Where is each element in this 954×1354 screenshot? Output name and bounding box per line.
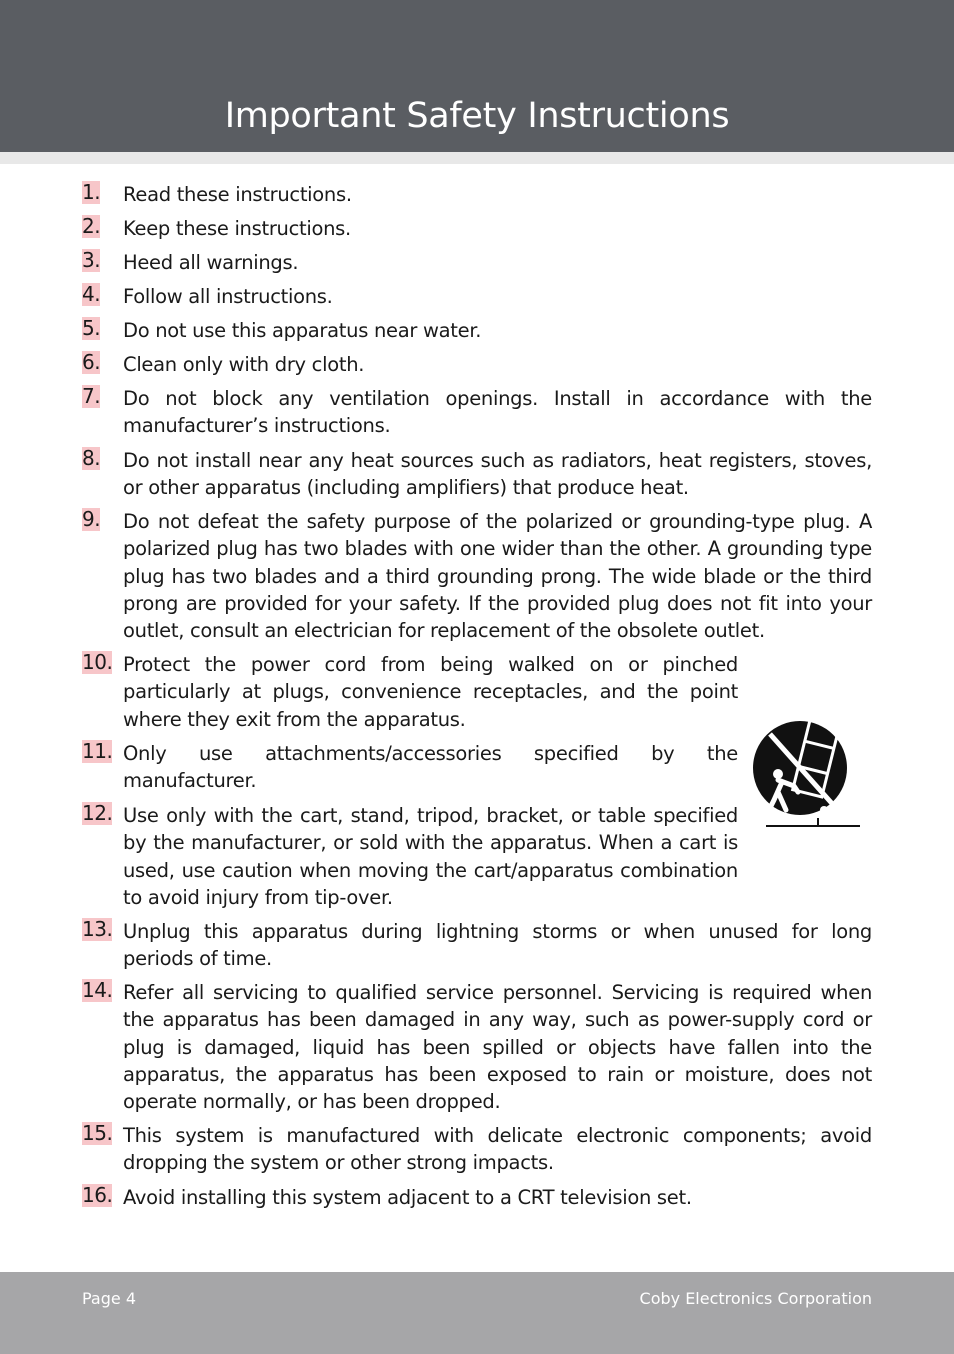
item-text: Do not install near any heat sources such as radiators, heat registers, stoves, or other apparatus (including amplifiers) that produce heat. [123, 449, 872, 500]
company-name: Coby Electronics Corporation [639, 1289, 872, 1308]
item-number: 8. [82, 446, 101, 470]
item-text: Avoid installing this system adjacent to a CRT television set. [123, 1186, 692, 1209]
item-text: Protect the power cord from being walked on or pinched particularly at plugs, convenience receptacles, and the point where they exit from the apparatus. [123, 653, 738, 731]
item-text: Keep these instructions. [123, 217, 351, 240]
item-text: Unplug this apparatus during lightning storms or when unused for long periods of time. [123, 920, 872, 971]
item-number: 15. [82, 1121, 113, 1145]
item-number: 12. [82, 801, 113, 825]
item-number: 11. [82, 739, 113, 763]
item-text: Heed all warnings. [123, 251, 299, 274]
item-number: 3. [82, 248, 101, 272]
item-text: Refer all servicing to qualified service personnel. Servicing is required when the apparatus has been damaged in any way, such as power-supply cord or plug is damaged, liquid has been spilled or objects have fallen into the apparatus, the apparatus has been exposed to rain or moisture, does not operate normally, or has been dropped. [123, 981, 872, 1114]
item-text: Clean only with dry cloth. [123, 353, 365, 376]
item-number: 14. [82, 978, 113, 1002]
item-number: 9. [82, 507, 101, 531]
item-number: 5. [82, 316, 101, 340]
item-text: Use only with the cart, stand, tripod, bracket, or table specified by the manufacturer, or sold with the apparatus. When a cart is used, use caution when moving the cart/apparatus combination to avoid injury from tip-over. [123, 804, 738, 909]
item-number: 10. [82, 650, 113, 674]
item-text: Only use attachments/accessories specified by the manufacturer. [123, 742, 738, 793]
page-title: Important Safety Instructions [224, 96, 730, 136]
item-number: 7. [82, 384, 101, 408]
item-number: 6. [82, 350, 101, 374]
item-number: 2. [82, 214, 101, 238]
item-text: Follow all instructions. [123, 285, 333, 308]
item-number: 4. [82, 282, 101, 306]
item-number: 13. [82, 917, 113, 941]
page-number: Page 4 [82, 1289, 136, 1308]
item-number: 1. [82, 180, 101, 204]
header-divider [0, 152, 954, 164]
cart-tip-over-warning-icon [752, 706, 862, 831]
page-footer [0, 1272, 954, 1354]
item-text: Read these instructions. [123, 183, 352, 206]
item-number: 16. [82, 1183, 113, 1207]
item-text: Do not defeat the safety purpose of the polarized or grounding-type plug. A polarized plug has two blades with one wider than the other. A grounding type plug has two blades and a third grounding prong. The wide blade or the third prong are provided for your safety. If the provided plug does not fit into your outlet, consult an electrician for replacement of the obsolete outlet. [123, 510, 872, 643]
item-text: Do not block any ventilation openings. Install in accordance with the manufacturer’s instructions. [123, 387, 872, 438]
item-text: Do not use this apparatus near water. [123, 319, 482, 342]
item-text: This system is manufactured with delicate electronic components; avoid dropping the system or other strong impacts. [123, 1124, 872, 1175]
